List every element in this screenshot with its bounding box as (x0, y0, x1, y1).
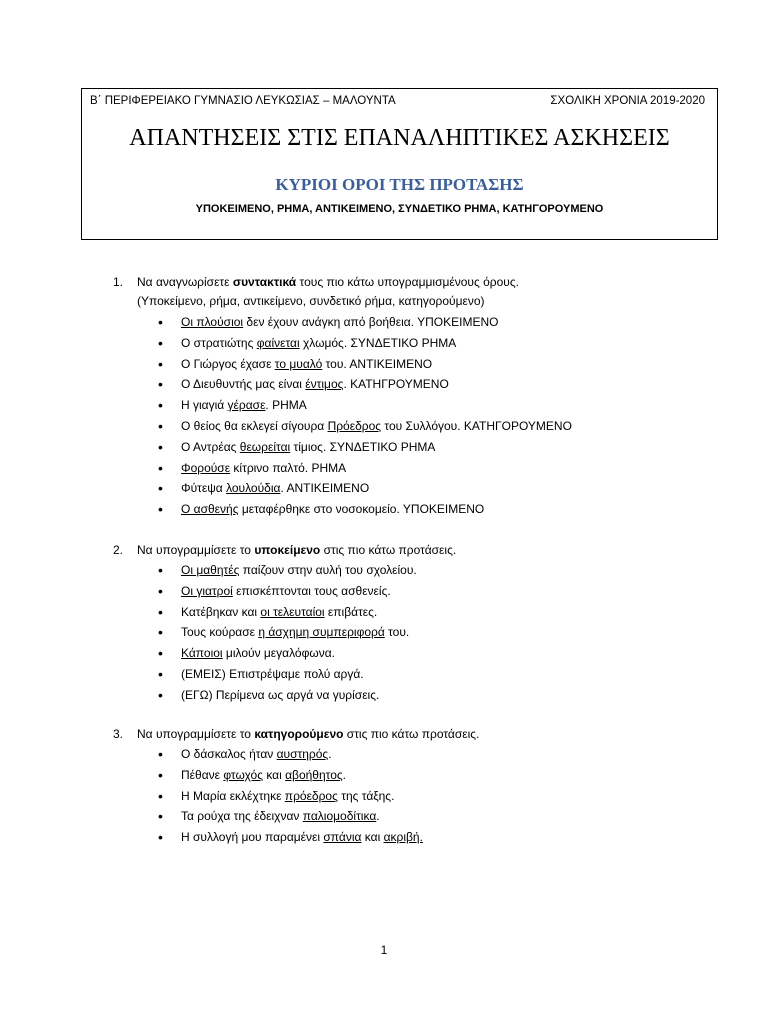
sentence-text: Ο θείος θα εκλεγεί σίγουρα (181, 418, 328, 433)
terms-line: ΥΠΟΚΕΙΜΕΝΟ, ΡΗΜΑ, ΑΝΤΙΚΕΙΜΕΝΟ, ΣΥΝΔΕΤΙΚΟ ΡΗΜΑ, ΚΑΤΗΓΟΡΟΥΜΕΝΟ (195, 203, 604, 215)
question-text-part: στις πιο κάτω προτάσεις. (320, 543, 457, 557)
question-text-part: Να αναγνωρίσετε (137, 275, 233, 289)
sentence-text: . (376, 809, 380, 824)
sentence-text: δεν έχουν ανάγκη από βοήθεια. ΥΠΟΚΕΙΜΕΝΟ (243, 315, 499, 329)
underlined-term: σπάνια (323, 830, 362, 845)
list-item (158, 685, 417, 706)
sentence-text: και (262, 767, 286, 782)
sentence-text: επιβάτες. (324, 604, 378, 619)
question-keyword: συντακτικά (232, 275, 297, 289)
underlined-term: έντιμος (305, 377, 344, 392)
sentence-text: μεταφέρθηκε στο νοσοκομείο. ΥΠΟΚΕΙΜΕΝΟ (238, 502, 485, 517)
header-box (81, 88, 718, 240)
list-item (158, 354, 572, 375)
underlined-term: Πρόεδρος (327, 418, 382, 433)
sentence-text: Ο στρατιώτης (181, 335, 257, 350)
sentence-text: Φύτεψα (181, 481, 227, 496)
question-1-hint: (Υποκείμενο, ρήμα, αντικείμενο, συνδετικό ρήμα, κατηγορούμενο) (137, 294, 485, 308)
sentence-text: . (328, 747, 332, 761)
question-keyword: υποκείμενο (254, 543, 321, 557)
sentence-text: του. ΑΝΤΙΚΕΙΜΕΝΟ (322, 356, 433, 371)
question-1-items (158, 312, 572, 520)
sentence-text: (ΕΜΕΙΣ) Επιστρέψαμε πολύ αργά. (181, 666, 364, 681)
sentence-text: Η συλλογή μου παραμένει (181, 830, 324, 845)
sentence-text: Ο Γιώργος έχασε (181, 356, 275, 371)
underlined-term: οι τελευταίοι (260, 604, 325, 619)
sentence-text: . (342, 767, 347, 782)
list-item (158, 560, 417, 581)
underlined-term: Ο ασθενής (181, 502, 239, 517)
sentence-text: μιλούν μεγαλόφωνα. (222, 646, 336, 661)
underlined-term: θεωρείται (239, 439, 291, 454)
underlined-term: η άσχημη συμπεριφορά (258, 625, 385, 640)
sentence-text: . ΡΗΜΑ (265, 398, 307, 413)
question-text-part: στις πιο κάτω προτάσεις. (343, 727, 480, 741)
question-text-part: Να υπογραμμίσετε το (137, 727, 255, 741)
list-item (158, 458, 572, 479)
underlined-term: αβοήθητος (285, 767, 343, 782)
list-item (158, 312, 572, 333)
question-text (137, 275, 519, 289)
list-item (158, 643, 417, 664)
question-3-items (158, 744, 423, 848)
sentence-text: χλωμός. ΣΥΝΔΕΤΙΚΟ ΡΗΜΑ (299, 335, 457, 350)
underlined-term: λουλούδια (226, 481, 281, 496)
sentence-text: και (361, 830, 384, 845)
list-item (158, 786, 423, 807)
list-item (158, 744, 423, 765)
question-keyword: κατηγορούμενο (254, 727, 344, 741)
sentence-text: Ο Διευθυντής μας είναι (181, 377, 306, 392)
question-number: 1. (113, 275, 124, 289)
document-subtitle: ΚΥΡΙΟΙ ΟΡΟΙ ΤΗΣ ΠΡΟΤΑΣΗΣ (275, 175, 524, 194)
underlined-term: Οι γιατροί (181, 583, 233, 598)
sentence-text: Η Μαρία εκλέχτηκε (181, 788, 285, 803)
sentence-text: Κατέβηκαν και (181, 604, 261, 619)
sentence-text: του Συλλόγου. ΚΑΤΗΓΟΡΟΥΜΕΝΟ (381, 418, 572, 433)
list-item (158, 437, 572, 458)
list-item (158, 602, 417, 623)
underlined-term: Οι πλούσιοι (181, 315, 244, 329)
sentence-text: Τους κούρασε (181, 625, 259, 640)
question-text-part: Να υπογραμμίσετε το (137, 543, 255, 557)
underlined-term: το μυαλό (274, 356, 323, 371)
sentence-text: Τα ρούχα της έδειχναν (181, 809, 303, 824)
list-item (158, 765, 423, 786)
underlined-term: αυστηρός (276, 747, 329, 761)
page-number: 1 (380, 943, 388, 957)
sentence-text: κίτρινο παλτό. ΡΗΜΑ (230, 460, 347, 475)
underlined-term: Οι μαθητές (181, 563, 240, 577)
list-item (158, 581, 417, 602)
list-item (158, 374, 572, 395)
question-number: 2. (113, 543, 124, 557)
list-item (158, 395, 572, 416)
school-name: Β΄ ΠΕΡΙΦΕΡΕΙΑΚΟ ΓΥΜΝΑΣΙΟ ΛΕΥΚΩΣΙΑΣ – ΜΑΛΟΥΝΤΑ (90, 95, 396, 107)
underlined-term: παλιομοδίτικα (302, 809, 377, 824)
list-item (158, 478, 572, 499)
list-item (158, 806, 423, 827)
question-text-part: τους πιο κάτω υπογραμμισμένους όρους. (296, 275, 519, 289)
question-text (137, 543, 456, 557)
question-number: 3. (113, 727, 124, 741)
underlined-term: ακριβή. (383, 830, 423, 845)
school-year: ΣΧΟΛΙΚΗ ΧΡΟΝΙΑ 2019-2020 (550, 95, 705, 107)
sentence-text: του. (384, 625, 410, 640)
sentence-text: Η γιαγιά (181, 398, 228, 413)
underlined-term: φτωχός (223, 767, 263, 782)
underlined-term: πρόεδρος (284, 788, 338, 803)
sentence-text: επισκέπτονται τους ασθενείς. (232, 583, 391, 598)
sentence-text: Ο Αντρέας (181, 439, 240, 454)
underlined-term: Κάποιοι (181, 646, 223, 661)
underlined-term: φαίνεται (256, 335, 300, 350)
sentence-text: . ΑΝΤΙΚΕΙΜΕΝΟ (280, 481, 370, 496)
sentence-text: (ΕΓΩ) Περίμενα ως αργά να γυρίσεις. (181, 687, 380, 702)
sentence-text: παίζουν στην αυλή του σχολείου. (239, 563, 417, 577)
list-item (158, 827, 423, 848)
sentence-text: . ΚΑΤΗΓΡΟΥΜΕΝΟ (343, 377, 449, 392)
list-item (158, 622, 417, 643)
sentence-text: Πέθανε (181, 767, 224, 782)
sentence-text: της τάξης. (337, 788, 395, 803)
list-item (158, 499, 572, 520)
sentence-text: Ο δάσκαλος ήταν (181, 747, 277, 761)
list-item (158, 416, 572, 437)
sentence-text: τίμιος. ΣΥΝΔΕΤΙΚΟ ΡΗΜΑ (290, 439, 436, 454)
question-2-items (158, 560, 417, 706)
list-item (158, 664, 417, 685)
document-title: ΑΠΑΝΤΗΣΕΙΣ ΣΤΙΣ ΕΠΑΝΑΛΗΠΤΙΚΕΣ ΑΣΚΗΣΕΙΣ (129, 125, 670, 151)
list-item (158, 333, 572, 354)
question-text (137, 727, 479, 741)
underlined-term: γέρασε (227, 398, 266, 413)
underlined-term: Φορούσε (181, 460, 231, 475)
